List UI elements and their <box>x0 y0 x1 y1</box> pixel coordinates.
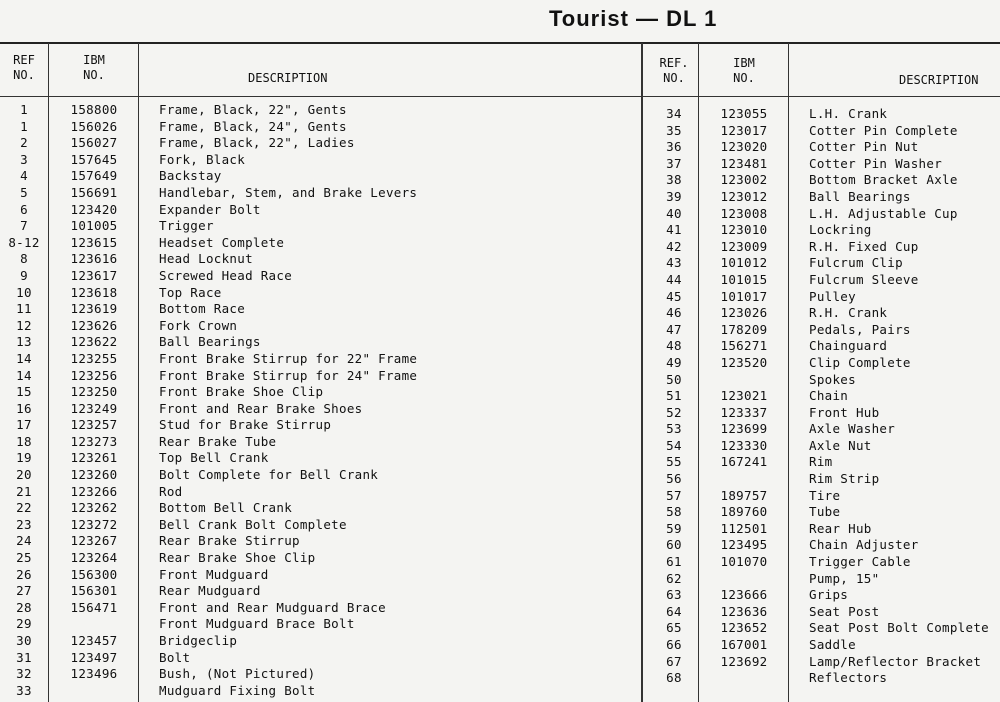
part-description: Front Brake Stirrup for 24" Frame <box>159 367 418 383</box>
part-description: Front and Rear Mudguard Brace <box>159 599 386 615</box>
ibm-number: 123021 <box>720 388 768 404</box>
ibm-number: 123261 <box>70 450 118 466</box>
ibm-number: 123012 <box>720 188 768 204</box>
part-description: Rear Mudguard <box>159 583 261 599</box>
ref-number: 64 <box>666 603 682 619</box>
part-description: Seat Post Bolt Complete <box>809 620 989 636</box>
ibm-number: 123496 <box>70 666 118 682</box>
divider-tables <box>641 43 643 702</box>
ref-number: 14 <box>16 350 32 366</box>
ibm-number: 123266 <box>70 483 118 499</box>
ibm-number: 123666 <box>720 587 768 603</box>
ibm-number: 101012 <box>720 255 768 271</box>
ibm-number: 123636 <box>720 603 768 619</box>
ibm-number: 178209 <box>720 321 768 337</box>
part-description: Bottom Bracket Axle <box>809 172 958 188</box>
ref-number: 20 <box>16 467 32 483</box>
ref-number: 65 <box>666 620 682 636</box>
part-description: Rear Brake Tube <box>159 433 277 449</box>
part-description: Front Brake Stirrup for 22" Frame <box>159 350 418 366</box>
ref-number: 62 <box>666 570 682 586</box>
left-ibm-column <box>52 102 136 699</box>
left-description-column <box>159 102 639 699</box>
ref-number: 8-12 <box>8 234 40 250</box>
ref-number: 66 <box>666 637 682 652</box>
ref-number: 37 <box>666 155 682 171</box>
left-header-ref: REF NO. <box>13 53 35 82</box>
ref-number: 56 <box>666 471 682 487</box>
part-description: Bridgeclip <box>159 633 238 648</box>
ref-number: 55 <box>666 454 682 470</box>
part-description: Front Hub <box>809 404 880 420</box>
ref-number: 7 <box>20 218 28 234</box>
ibm-number: 158800 <box>70 102 118 117</box>
ref-number: 24 <box>16 533 32 549</box>
ref-number: 53 <box>666 421 682 437</box>
part-description: Grips <box>809 587 849 603</box>
right-header-ref: REF. NO. <box>659 56 689 85</box>
ibm-number: 123262 <box>70 500 118 516</box>
ref-number: 63 <box>666 587 682 603</box>
ref-number: 30 <box>16 633 32 648</box>
part-description: Front Brake Shoe Clip <box>159 384 324 400</box>
ibm-number: 123002 <box>720 172 768 188</box>
part-description: Chain Adjuster <box>809 537 919 553</box>
part-description: Cotter Pin Nut <box>809 139 919 155</box>
ref-number: 1 <box>20 118 28 134</box>
left-ref-column <box>2 102 46 699</box>
ref-number: 60 <box>666 537 682 553</box>
ref-number: 14 <box>16 367 32 383</box>
ref-number: 9 <box>20 267 28 283</box>
ibm-number: 157649 <box>70 168 118 184</box>
part-description: Screwed Head Race <box>159 267 293 283</box>
ibm-number <box>701 372 787 389</box>
ibm-number: 123622 <box>70 334 118 350</box>
ibm-number: 123250 <box>70 384 118 400</box>
ref-number: 57 <box>666 487 682 503</box>
ref-number: 36 <box>666 139 682 155</box>
divider-ibm-desc-right <box>788 43 789 702</box>
ref-number: 67 <box>666 653 682 669</box>
ibm-number <box>52 683 136 700</box>
ref-number: 28 <box>16 599 32 615</box>
ibm-number: 123617 <box>70 267 118 283</box>
ref-number: 1 <box>20 102 28 117</box>
part-description: Spokes <box>809 371 856 387</box>
ibm-number: 123255 <box>70 350 118 366</box>
ibm-number: 123256 <box>70 367 118 383</box>
part-description: Frame, Black, 22", Ladies <box>159 135 355 151</box>
ibm-number: 123457 <box>70 633 118 648</box>
ibm-number <box>701 670 787 687</box>
ibm-number: 123616 <box>70 251 118 267</box>
part-description: Bottom Bell Crank <box>159 500 293 516</box>
ibm-number: 123420 <box>70 201 118 217</box>
ref-number: 10 <box>16 284 32 300</box>
ibm-number: 101070 <box>720 554 768 570</box>
ibm-number: 112501 <box>720 520 768 536</box>
ref-number: 43 <box>666 255 682 271</box>
part-description: Rear Brake Stirrup <box>159 533 300 549</box>
ibm-number: 123010 <box>720 222 768 238</box>
part-description: Clip Complete <box>809 354 911 370</box>
part-description: Rim Strip <box>809 471 880 487</box>
ibm-number: 123619 <box>70 301 118 317</box>
right-ibm-column <box>701 106 787 687</box>
ref-number: 58 <box>666 504 682 520</box>
ref-number: 23 <box>16 516 32 532</box>
part-description: L.H. Adjustable Cup <box>809 205 958 221</box>
ref-number: 52 <box>666 404 682 420</box>
ref-number: 54 <box>666 437 682 453</box>
ibm-number: 123497 <box>70 649 118 665</box>
ref-number: 18 <box>16 433 32 449</box>
right-header-ibm: IBM NO. <box>733 56 755 85</box>
part-description: Bell Crank Bolt Complete <box>159 516 347 532</box>
part-description: Fork Crown <box>159 317 238 333</box>
left-header-ibm: IBM NO. <box>83 53 105 82</box>
ref-number: 12 <box>16 317 32 333</box>
part-description: Bolt <box>159 649 191 665</box>
part-description: Pulley <box>809 288 856 304</box>
ref-number: 32 <box>16 666 32 682</box>
ref-number: 25 <box>16 550 32 566</box>
right-ref-column <box>648 106 700 687</box>
ibm-number: 156301 <box>70 583 118 599</box>
ref-number: 46 <box>666 305 682 321</box>
part-description: Rear Hub <box>809 520 872 536</box>
ref-number: 13 <box>16 334 32 350</box>
part-description: Rod <box>159 483 183 499</box>
ibm-number: 167001 <box>720 637 768 652</box>
part-description: Bolt Complete for Bell Crank <box>159 467 379 483</box>
ibm-number: 167241 <box>720 454 768 470</box>
ibm-number: 123055 <box>720 106 768 121</box>
ibm-number: 123330 <box>720 437 768 453</box>
ibm-number: 123692 <box>720 653 768 669</box>
part-description: Fork, Black <box>159 151 246 167</box>
ibm-number <box>701 471 787 488</box>
ibm-number: 123481 <box>720 155 768 171</box>
left-header-description: DESCRIPTION <box>248 71 328 85</box>
part-description: Front Mudguard <box>159 566 269 582</box>
part-description: Frame, Black, 24", Gents <box>159 118 347 134</box>
right-description-column <box>809 106 1000 687</box>
ibm-number: 123264 <box>70 550 118 566</box>
part-description: Axle Washer <box>809 421 896 437</box>
part-description: Frame, Black, 22", Gents <box>159 102 347 117</box>
ibm-number: 189760 <box>720 504 768 520</box>
part-description: Handlebar, Stem, and Brake Levers <box>159 184 418 200</box>
part-description: Chainguard <box>809 338 888 354</box>
part-description: Ball Bearings <box>809 188 911 204</box>
part-description: Ball Bearings <box>159 334 261 350</box>
ref-number: 41 <box>666 222 682 238</box>
ref-number: 26 <box>16 566 32 582</box>
part-description: Bottom Race <box>159 301 246 317</box>
part-description: Seat Post <box>809 603 880 619</box>
ref-number: 15 <box>16 384 32 400</box>
part-description: Headset Complete <box>159 234 285 250</box>
ibm-number: 123260 <box>70 467 118 483</box>
ref-number: 3 <box>20 151 28 167</box>
ibm-number: 123626 <box>70 317 118 333</box>
ibm-number: 156300 <box>70 566 118 582</box>
ibm-number: 123337 <box>720 404 768 420</box>
ibm-number: 123020 <box>720 139 768 155</box>
part-description: Cotter Pin Washer <box>809 155 943 171</box>
ref-number: 11 <box>16 301 32 317</box>
ref-number: 68 <box>666 670 682 686</box>
part-description: Tire <box>809 487 841 503</box>
ref-number: 31 <box>16 649 32 665</box>
ibm-number: 101017 <box>720 288 768 304</box>
part-description: Cotter Pin Complete <box>809 122 958 138</box>
part-description: Axle Nut <box>809 437 872 453</box>
part-description: Front Mudguard Brace Bolt <box>159 616 355 632</box>
part-description: Reflectors <box>809 670 888 686</box>
part-description: Fulcrum Clip <box>809 255 903 271</box>
ibm-number: 123615 <box>70 234 118 250</box>
ibm-number: 123618 <box>70 284 118 300</box>
ibm-number: 123520 <box>720 354 768 370</box>
ibm-number: 123026 <box>720 305 768 321</box>
ibm-number: 101005 <box>70 218 118 234</box>
ref-number: 5 <box>20 184 28 200</box>
ref-number: 39 <box>666 188 682 204</box>
ibm-number: 156026 <box>70 118 118 134</box>
ibm-number: 123273 <box>70 433 118 449</box>
ref-number: 44 <box>666 271 682 287</box>
part-description: Lamp/Reflector Bracket <box>809 653 982 669</box>
ibm-number: 123272 <box>70 516 118 532</box>
part-description: Top Race <box>159 284 222 300</box>
ibm-number: 156027 <box>70 135 118 151</box>
ibm-number: 156691 <box>70 184 118 200</box>
ref-number: 6 <box>20 201 28 217</box>
ref-number: 34 <box>666 106 682 121</box>
ref-number: 19 <box>16 450 32 466</box>
ref-number: 51 <box>666 388 682 404</box>
part-description: Fulcrum Sleeve <box>809 271 919 287</box>
ref-number: 42 <box>666 238 682 254</box>
part-description: Rear Brake Shoe Clip <box>159 550 316 566</box>
ref-number: 49 <box>666 354 682 370</box>
part-description: Rim <box>809 454 833 470</box>
ref-number: 22 <box>16 500 32 516</box>
ibm-number: 123017 <box>720 122 768 138</box>
part-description: Tube <box>809 504 841 520</box>
ref-number: 2 <box>20 135 28 151</box>
ref-number: 8 <box>20 251 28 267</box>
part-description: Stud for Brake Stirrup <box>159 417 332 433</box>
ibm-number: 123009 <box>720 238 768 254</box>
ibm-number: 189757 <box>720 487 768 503</box>
ref-number: 27 <box>16 583 32 599</box>
part-description: Top Bell Crank <box>159 450 269 466</box>
ibm-number: 156271 <box>720 338 768 354</box>
ibm-number <box>52 616 136 633</box>
ref-number: 48 <box>666 338 682 354</box>
part-description: Saddle <box>809 637 856 652</box>
ref-number: 61 <box>666 554 682 570</box>
ibm-number: 123699 <box>720 421 768 437</box>
part-description: Chain <box>809 388 849 404</box>
ibm-number: 123008 <box>720 205 768 221</box>
right-header-description: DESCRIPTION <box>899 73 979 87</box>
ref-number: 50 <box>666 371 682 387</box>
divider-ibm-desc-left <box>138 43 139 702</box>
ibm-number <box>701 571 787 588</box>
ibm-number: 123249 <box>70 400 118 416</box>
part-description: Trigger Cable <box>809 554 911 570</box>
ibm-number: 123257 <box>70 417 118 433</box>
header-rule <box>0 96 1000 97</box>
ref-number: 38 <box>666 172 682 188</box>
ref-number: 17 <box>16 417 32 433</box>
ref-number: 59 <box>666 520 682 536</box>
ref-number: 45 <box>666 288 682 304</box>
ref-number: 21 <box>16 483 32 499</box>
ref-number: 40 <box>666 205 682 221</box>
ref-number: 29 <box>16 616 32 632</box>
part-description: Trigger <box>159 218 214 234</box>
ref-number: 47 <box>666 321 682 337</box>
ref-number: 16 <box>16 400 32 416</box>
part-description: Backstay <box>159 168 222 184</box>
ibm-number: 156471 <box>70 599 118 615</box>
part-description: Pedals, Pairs <box>809 321 911 337</box>
divider-ref-ibm-left <box>48 43 49 702</box>
top-rule <box>0 42 1000 44</box>
part-description: Mudguard Fixing Bolt <box>159 682 316 698</box>
page-title: Tourist — DL 1 <box>549 6 718 31</box>
ibm-number: 101015 <box>720 271 768 287</box>
part-description: Bush, (Not Pictured) <box>159 666 316 682</box>
part-description: R.H. Fixed Cup <box>809 238 919 254</box>
part-description: Head Locknut <box>159 251 253 267</box>
part-description: R.H. Crank <box>809 305 888 321</box>
ibm-number: 123267 <box>70 533 118 549</box>
part-description: Expander Bolt <box>159 201 261 217</box>
ref-number: 35 <box>666 122 682 138</box>
ibm-number: 123495 <box>720 537 768 553</box>
part-description: Front and Rear Brake Shoes <box>159 400 363 416</box>
ibm-number: 123652 <box>720 620 768 636</box>
part-description: Lockring <box>809 222 872 238</box>
part-description: L.H. Crank <box>809 106 888 121</box>
ref-number: 33 <box>16 682 32 698</box>
part-description: Pump, 15" <box>809 570 880 586</box>
ref-number: 4 <box>20 168 28 184</box>
ibm-number: 157645 <box>70 151 118 167</box>
